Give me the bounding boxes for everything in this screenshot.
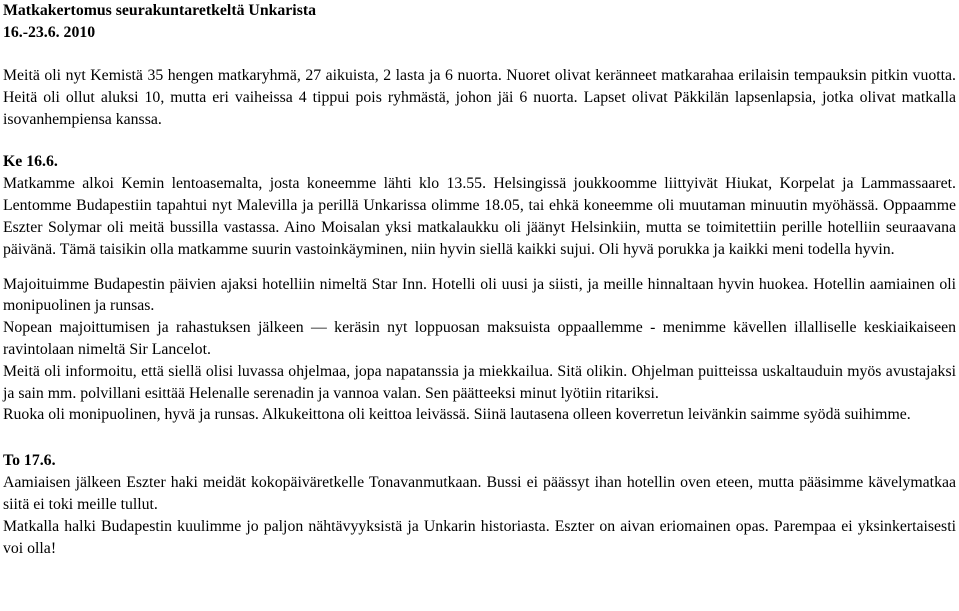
paragraph-hotel: Majoituimme Budapestin päivien ajaksi hotelliin nimeltä Star Inn. Hotelli oli uusi ja siisti, ja meille hinnaltaan hyvin huokea. Hotellin aamiainen oli monipuolinen ja runsas.	[3, 275, 956, 315]
paragraph-flight: Matkamme alkoi Kemin lentoasemalta, josta koneemme lähti klo 13.55. Helsingissä joukkoomme liittyivät Hiukat, Korpelat ja Lammassaaret. Lentomme Budapestiin tapahtui nyt Malevilla ja perillä Unkarissa olimme 18.05, tai ehkä koneemme oli muutaman minuutin myöhässä. Oppaamme Eszter Solymar oli meitä bussilla vastassa. Aino Moisalan yksi matkalaukku oli jäänyt Helsinkiin, mutta se toimitettiin perille hotelliin seuraavana päivänä. Tämä taisikin olla matkamme suurin vastoinkäyminen, niin hyvin siellä kaikki sujui. Oli hyvä porukka ja kaikki meni todella hyvin.	[3, 175, 956, 258]
paragraph-excursion: Aamiaisen jälkeen Eszter haki meidät kokopäiväretkelle Tonavanmutkaan. Bussi ei päässyt ihan hotellin oven eteen, mutta pääsimme kävelymatkaa siitä ei toki meille tullut.	[3, 474, 956, 513]
spacer	[3, 44, 956, 65]
document-page	[3, 0, 956, 559]
intro-paragraph: Meitä oli nyt Kemistä 35 hengen matkaryhmä, 27 aikuista, 2 lasta ja 6 nuorta. Nuoret olivat keränneet matkarahaa erilaisin tempauksin pitkin vuotta. Heitä oli ollut aluksi 10, mutta eri vaiheissa 4 tippui pois ryhmästä, johon jäi 6 nuorta. Lapset olivat Päkkilän lapsenlapsia, jotka olivat matkalla isovanhempiensa kanssa.	[3, 67, 956, 128]
section-heading-ke: Ke 16.6.	[3, 153, 58, 171]
paragraph-program: Meitä oli informoitu, että siellä olisi luvassa ohjelmaa, jopa napatanssia ja miekkailua. Sitä olikin. Ohjelman puitteissa uskaltauduin myös avustajaksi ja sain mm. polvillani esittää Helenalle serenadin ja vannoa valan. Sen päätteeksi minut lyötiin ritariksi.	[3, 362, 956, 402]
spacer	[3, 426, 956, 450]
section-heading-to: To 17.6.	[3, 452, 56, 470]
spacer	[3, 130, 956, 151]
document-title-line2: 16.-23.6. 2010	[3, 24, 96, 41]
paragraph-food: Ruoka oli monipuolinen, hyvä ja runsas. Alkukeittona oli keittoa leivässä. Siinä lautasena olleen koverretun leivänkin saimme syödä suihimme.	[3, 406, 911, 424]
paragraph-guide: Matkalla halki Budapestin kuulimme jo paljon nähtävyyksistä ja Unkarin historiasta. Eszter on aivan eriomainen opas. Parempaa ei yksinkertaisesti voi olla!	[3, 517, 956, 557]
spacer	[3, 261, 956, 274]
paragraph-dinner: Nopean majoittumisen ja rahastuksen jälkeen — keräsin nyt loppuosan maksuista oppaallemme - menimme kävellen illalliselle keskiaikaiseen ravintolaan nimeltä Sir Lancelot.	[3, 319, 956, 358]
document-title-line1: Matkakertomus seurakuntaretkeltä Unkarista	[3, 2, 317, 19]
